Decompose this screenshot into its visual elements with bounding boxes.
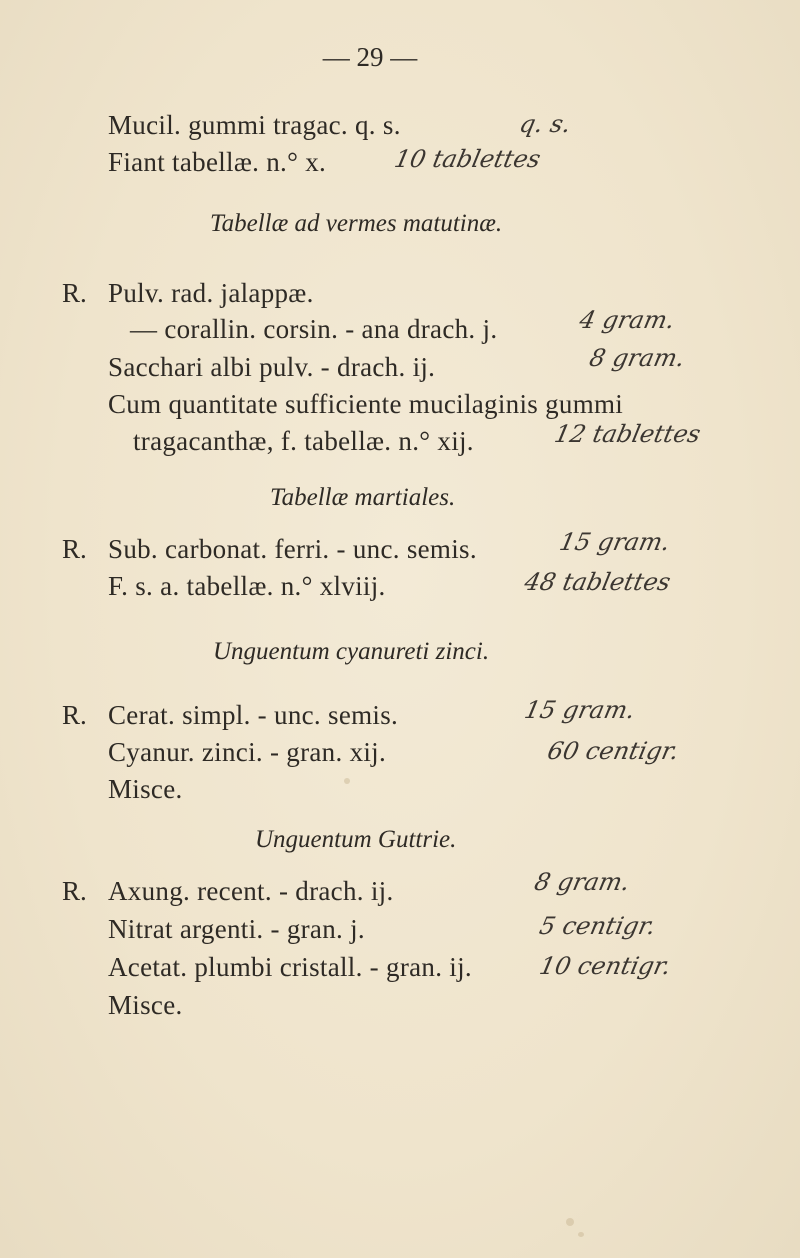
text-line: Sub. carbonat. ferri. - unc. semis. [108, 534, 477, 564]
text-line: Sacchari albi pulv. - drach. ij. [108, 352, 436, 382]
text-line: Cum quantitate sufficiente mucilaginis gummi [108, 389, 624, 419]
recipe-symbol: R. [62, 278, 87, 308]
text-line: Pulv. rad. jalappæ. [108, 278, 314, 308]
text-line: Misce. [108, 774, 183, 804]
handwritten-note: 15 gram. [522, 696, 638, 724]
handwritten-note: 12 tablettes [552, 420, 704, 448]
text-line: Cerat. simpl. - unc. semis. [108, 700, 399, 730]
handwritten-note: 10 tablettes [392, 145, 544, 173]
text-line: Nitrat argenti. - gran. j. [108, 914, 365, 944]
paper-stain [566, 1218, 574, 1226]
text-line: Axung. recent. - drach. ij. [108, 876, 394, 906]
handwritten-note: 8 gram. [532, 868, 633, 896]
paper-stain [344, 778, 350, 784]
page-number: — 29 — [322, 42, 418, 72]
handwritten-note: 48 tablettes [522, 568, 674, 596]
recipe-symbol: R. [62, 700, 87, 730]
recipe-symbol: R. [62, 534, 87, 564]
handwritten-note: 4 gram. [577, 306, 678, 334]
text-line: F. s. a. tabellæ. n.° xlviij. [108, 571, 386, 601]
handwritten-note: 10 centigr. [537, 952, 674, 980]
handwritten-note: q. s. [517, 110, 574, 138]
handwritten-note: 15 gram. [557, 528, 673, 556]
text-line: Misce. [108, 990, 183, 1020]
section-heading: Tabellæ ad vermes matutinæ. [210, 210, 503, 237]
handwritten-note: 5 centigr. [537, 912, 659, 940]
paper-stain [578, 1232, 584, 1237]
text-line: Mucil. gummi tragac. q. s. [108, 110, 401, 140]
text-line: Fiant tabellæ. n.° x. [108, 147, 327, 177]
text-line: — corallin. corsin. - ana drach. j. [130, 314, 498, 344]
section-heading: Unguentum cyanureti zinci. [213, 638, 490, 665]
handwritten-note: 60 centigr. [545, 737, 682, 765]
handwritten-note: 8 gram. [587, 344, 688, 372]
text-line: Acetat. plumbi cristall. - gran. ij. [108, 952, 472, 982]
section-heading: Unguentum Guttrie. [255, 826, 457, 853]
text-line: tragacanthæ, f. tabellæ. n.° xij. [133, 426, 474, 456]
text-line: Cyanur. zinci. - gran. xij. [108, 737, 387, 767]
recipe-symbol: R. [62, 876, 87, 906]
section-heading: Tabellæ martiales. [270, 484, 456, 511]
